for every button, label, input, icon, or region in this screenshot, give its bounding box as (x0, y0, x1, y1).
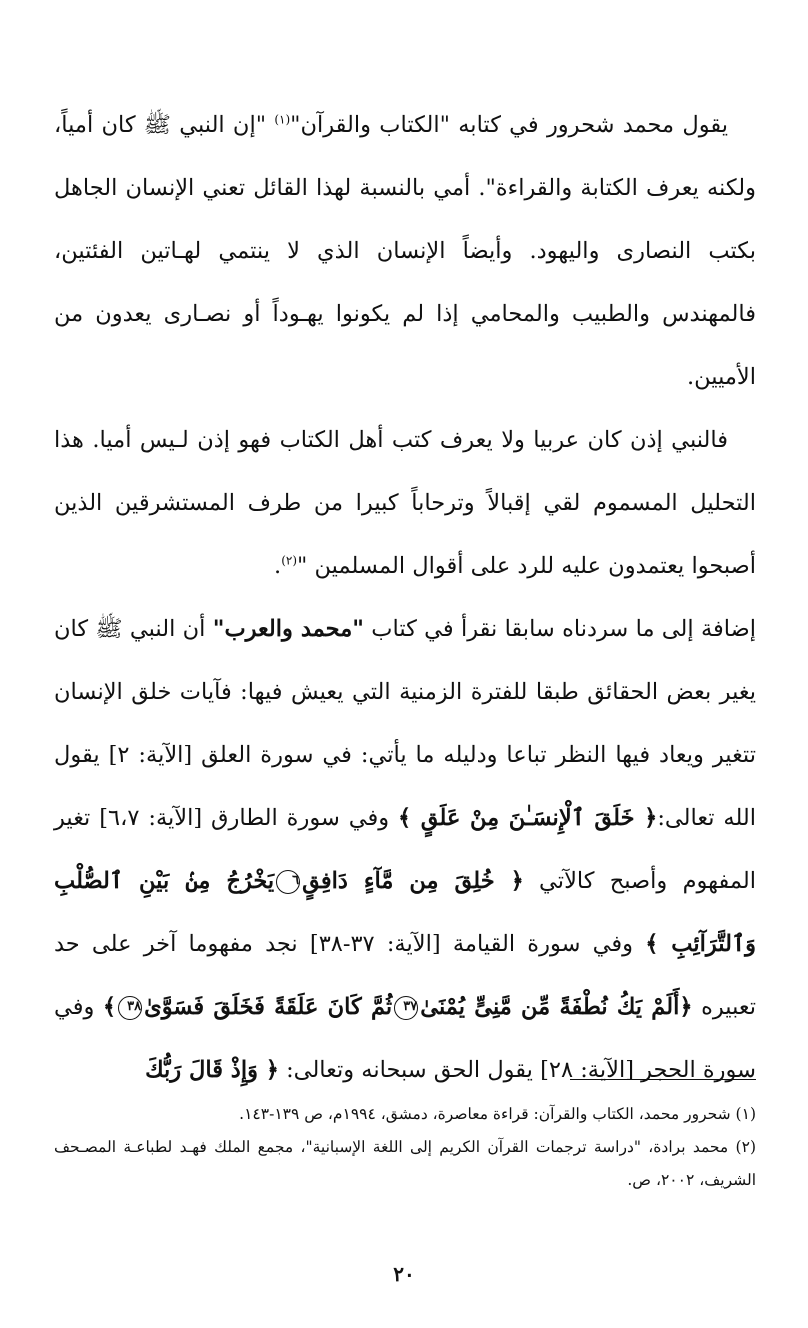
paragraph-orientalists (54, 409, 756, 598)
quran-verse: ﴾ (102, 994, 117, 1020)
page-number: ٢٠ (393, 1262, 415, 1286)
paragraph-text: تغير المفهوم وأصبح كالآتي (54, 805, 756, 894)
footnote-divider (570, 1079, 756, 1080)
ayah-number-marker: ٣٧ (394, 996, 418, 1020)
ayah-number-marker: ٦ (276, 870, 300, 894)
paragraph-text: إضافة إلى ما سردناه سابقا نقرأ في كتاب (363, 616, 756, 642)
verse-reference: [الآية: ٣٧-٣٨] (309, 931, 441, 957)
paragraph-text: يقول الحق سبحانه وتعالى: (278, 1057, 541, 1083)
paragraph-text: نجد مفهوما آخر على حد تعبيره (54, 931, 756, 1020)
quran-verse: ﴿ خُلِقَ مِن مَّآءٍ دَافِقٍ (302, 868, 524, 894)
quran-verse: ثُمَّ كَانَ عَلَقَةً فَخَلَقَ فَسَوَّىٰ (144, 994, 393, 1020)
paragraph-text: "إن النبي ﷺ كان أمياً، ولكنه يعرف الكتابة والقراءة". أمي بالنسبة لهذا القائل تعني الإنسان الجاهل بكتب النصارى واليهود. وأيضاً الإنسان الذي لا ينتمي لهـاتين الفئتين، فالمهندس والطبيب والمحامي إذا لم يكونوا يهـوداً أو نصـارى يعدون من الأميين. (54, 112, 756, 390)
footnotes (54, 1098, 756, 1197)
footnote-ref-2[interactable]: (٢) (281, 553, 298, 568)
paragraph-text: وفي سورة الطارق (202, 805, 398, 831)
verse-reference: [الآية: ٢] (108, 742, 193, 768)
paragraph-text: يقول الله تعالى: (54, 742, 756, 831)
footnote-1: (١) شحرور محمد، الكتاب والقرآن: قراءة معاصرة، دمشق، ١٩٩٤م، ص ١٣٩-١٤٣. (239, 1105, 756, 1123)
footnote-ref-1[interactable]: (١) (274, 112, 291, 127)
verse-reference: [الآية: ٢٨] (540, 1057, 634, 1083)
ayah-number-marker: ٣٨ (118, 996, 142, 1020)
paragraph-text: . (274, 553, 282, 579)
verse-reference: [الآية: ٦،٧] (99, 805, 203, 831)
paragraph-text: يقول محمد شحرور في كتابه "الكتاب والقرآن" (290, 112, 728, 138)
quran-verse: يَخْرُجُ مِنۢ بَيْنِ ٱلصُّلْبِ وَٱلتَّرَآئِبِ ﴾ (54, 868, 757, 957)
paragraph-text: وفي سورة الحجر (54, 994, 756, 1083)
footnote-2: (٢) محمد برادة، "دراسة ترجمات القرآن الكريم إلى اللغة الإسبانية"، مجمع الملك فهـد لطباعـة المصـحف الشريف، ٢٠٠٢، ص. (54, 1138, 756, 1189)
quran-verse: ﴿ وَإِذْ قَالَ رَبُّكَ (145, 1057, 279, 1083)
main-text (54, 94, 756, 1102)
paragraph-text: أن النبي ﷺ كان يغير بعض الحقائق طبقا للفترة الزمنية التي يعيش فيها: فآيات خلق الإنسان تتغير ويعاد فيها النظر تباعا ودليله ما يأتي: في سورة العلق (54, 616, 756, 768)
paragraph-text: فالنبي إذن كان عربيا ولا يعرف كتب أهل الكتاب فهو إذن لـيس أميا. هذا التحليل المسموم لقي إقبالاً وترحاباً كبيرا من طرف المستشرقين الذين أصبحوا يعتمدون عليه للرد على أقوال المسلمين " (54, 427, 756, 579)
paragraph-text: وفي سورة القيامة (440, 931, 646, 957)
quran-verse: ﴿ خَلَقَ ٱلْإِنسَـٰنَ مِنْ عَلَقٍ ﴾ (398, 805, 658, 831)
book-title: "محمد والعرب" (212, 616, 364, 642)
quran-verse: ﴿أَلَمْ يَكُ نُطْفَةً مِّن مَّنِىٍّ يُمْنَىٰ (420, 994, 693, 1020)
paragraph-shahrour (54, 94, 756, 409)
paragraph-creation-verses (54, 598, 756, 1102)
